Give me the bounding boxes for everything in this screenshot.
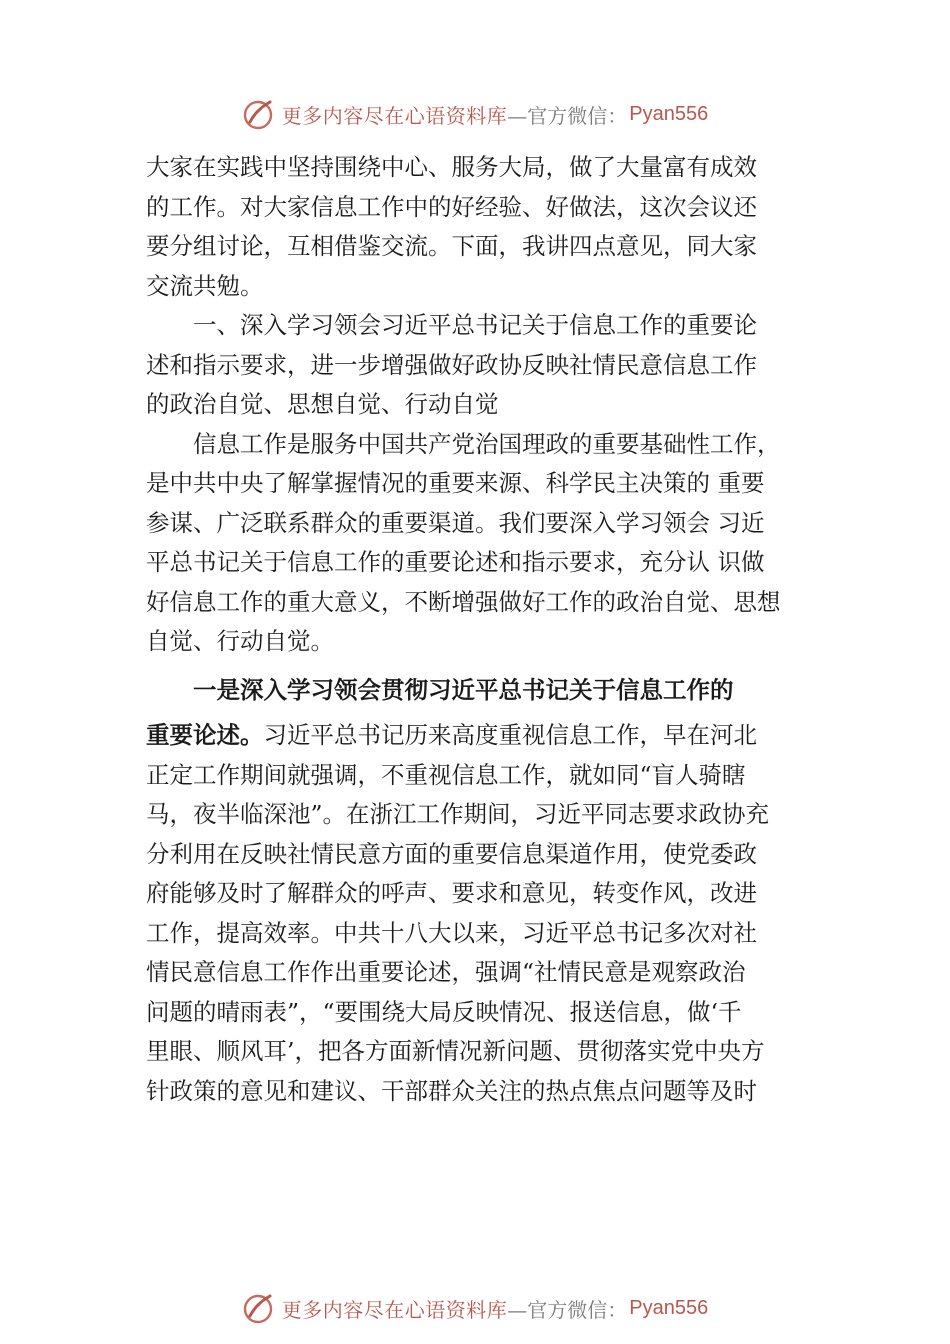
- banner-official: —官方微信：: [507, 103, 628, 128]
- text-line: 针政策的意见和建议、干部群众关注的热点焦点问题等及时: [146, 1076, 757, 1105]
- text-line: 正定工作期间就强调，不重视信息工作，就如同“盲人骑瞎: [146, 760, 746, 789]
- text-line: [146, 714, 846, 756]
- text-line: 是中共中央了解掌握情况的重要来源、科学民主决策的 重要: [146, 469, 765, 497]
- text-line: 一、深入学习领会习近平总书记关于信息工作的重要论: [193, 311, 757, 339]
- paragraph-point-one: [146, 666, 846, 1112]
- document-body: [146, 148, 846, 1111]
- text-line: 的政治自觉、思想自觉、行动自觉: [146, 390, 499, 418]
- paragraph-intro: [146, 148, 846, 306]
- text-line: 里眼、顺风耳’，把各方面新情况新问题、贯彻落实党中央方: [146, 1037, 765, 1065]
- banner-brand: 更多内容尽在心语资料库: [281, 103, 508, 128]
- pen-logo-icon: [242, 96, 278, 132]
- banner-brand: 更多内容尽在心语资料库: [281, 1297, 508, 1322]
- text-line: 大家在实践中坚持围绕中心、服务大局，做了大量富有成效: [146, 153, 757, 181]
- text-line: 好信息工作的重大意义，不断增强做好工作的政治自觉、思想: [146, 587, 781, 616]
- text-line: 情民意信息工作作出重要论述，强调“社情民意是观察政治: [146, 958, 746, 986]
- text-line: 问题的晴雨表”，“要围绕大局反映情况、报送信息，做‘千: [146, 997, 742, 1026]
- pen-logo-icon: [242, 1290, 278, 1326]
- banner-wechat-id: Pyan556: [629, 102, 709, 125]
- text-fragment: 习近平总书记历来高度重视信息工作，早在河北: [263, 720, 757, 749]
- bold-heading-line: 一是深入学习领会贯彻习近平总书记关于信息工作的: [193, 675, 734, 704]
- section-heading-1: [146, 306, 846, 425]
- text-line: 府能够及时了解群众的呼声、要求和意见，转变作风，改进: [146, 879, 757, 907]
- text-line: 马，夜半临深池”。在浙江工作期间，习近平同志要求政协充: [146, 800, 770, 828]
- paragraph-information-work: [146, 425, 846, 662]
- text-line: 要分组讨论，互相借鉴交流。下面，我讲四点意见，同大家: [146, 232, 757, 260]
- text-line: 交流共勉。: [146, 271, 264, 300]
- text-line: 平总书记关于信息工作的重要论述和指示要求，充分认 识做: [146, 548, 765, 576]
- text-line: 信息工作是服务中国共产党治国理政的重要基础性工作，: [193, 429, 781, 458]
- banner-official: —官方微信：: [507, 1297, 628, 1322]
- bold-lead-phrase: 重要论述。: [146, 720, 264, 749]
- header-banner: [0, 94, 950, 134]
- text-line: 工作，提高效率。中共十八大以来，习近平总书记多次对社: [146, 918, 757, 947]
- text-line: 自觉、行动自觉。: [146, 627, 334, 655]
- text-line: 述和指示要求，进一步增强做好政协反映社情民意信息工作: [146, 350, 757, 379]
- text-line: 分利用在反映社情民意方面的重要信息渠道作用，使党委政: [146, 839, 757, 868]
- text-line: 的工作。对大家信息工作中的好经验、好做法，这次会议还: [146, 192, 757, 221]
- text-line: 参谋、广泛联系群众的重要渠道。我们要深入学习领会 习近: [146, 508, 765, 537]
- footer-banner: [0, 1288, 950, 1328]
- banner-wechat-id: Pyan556: [629, 1296, 709, 1319]
